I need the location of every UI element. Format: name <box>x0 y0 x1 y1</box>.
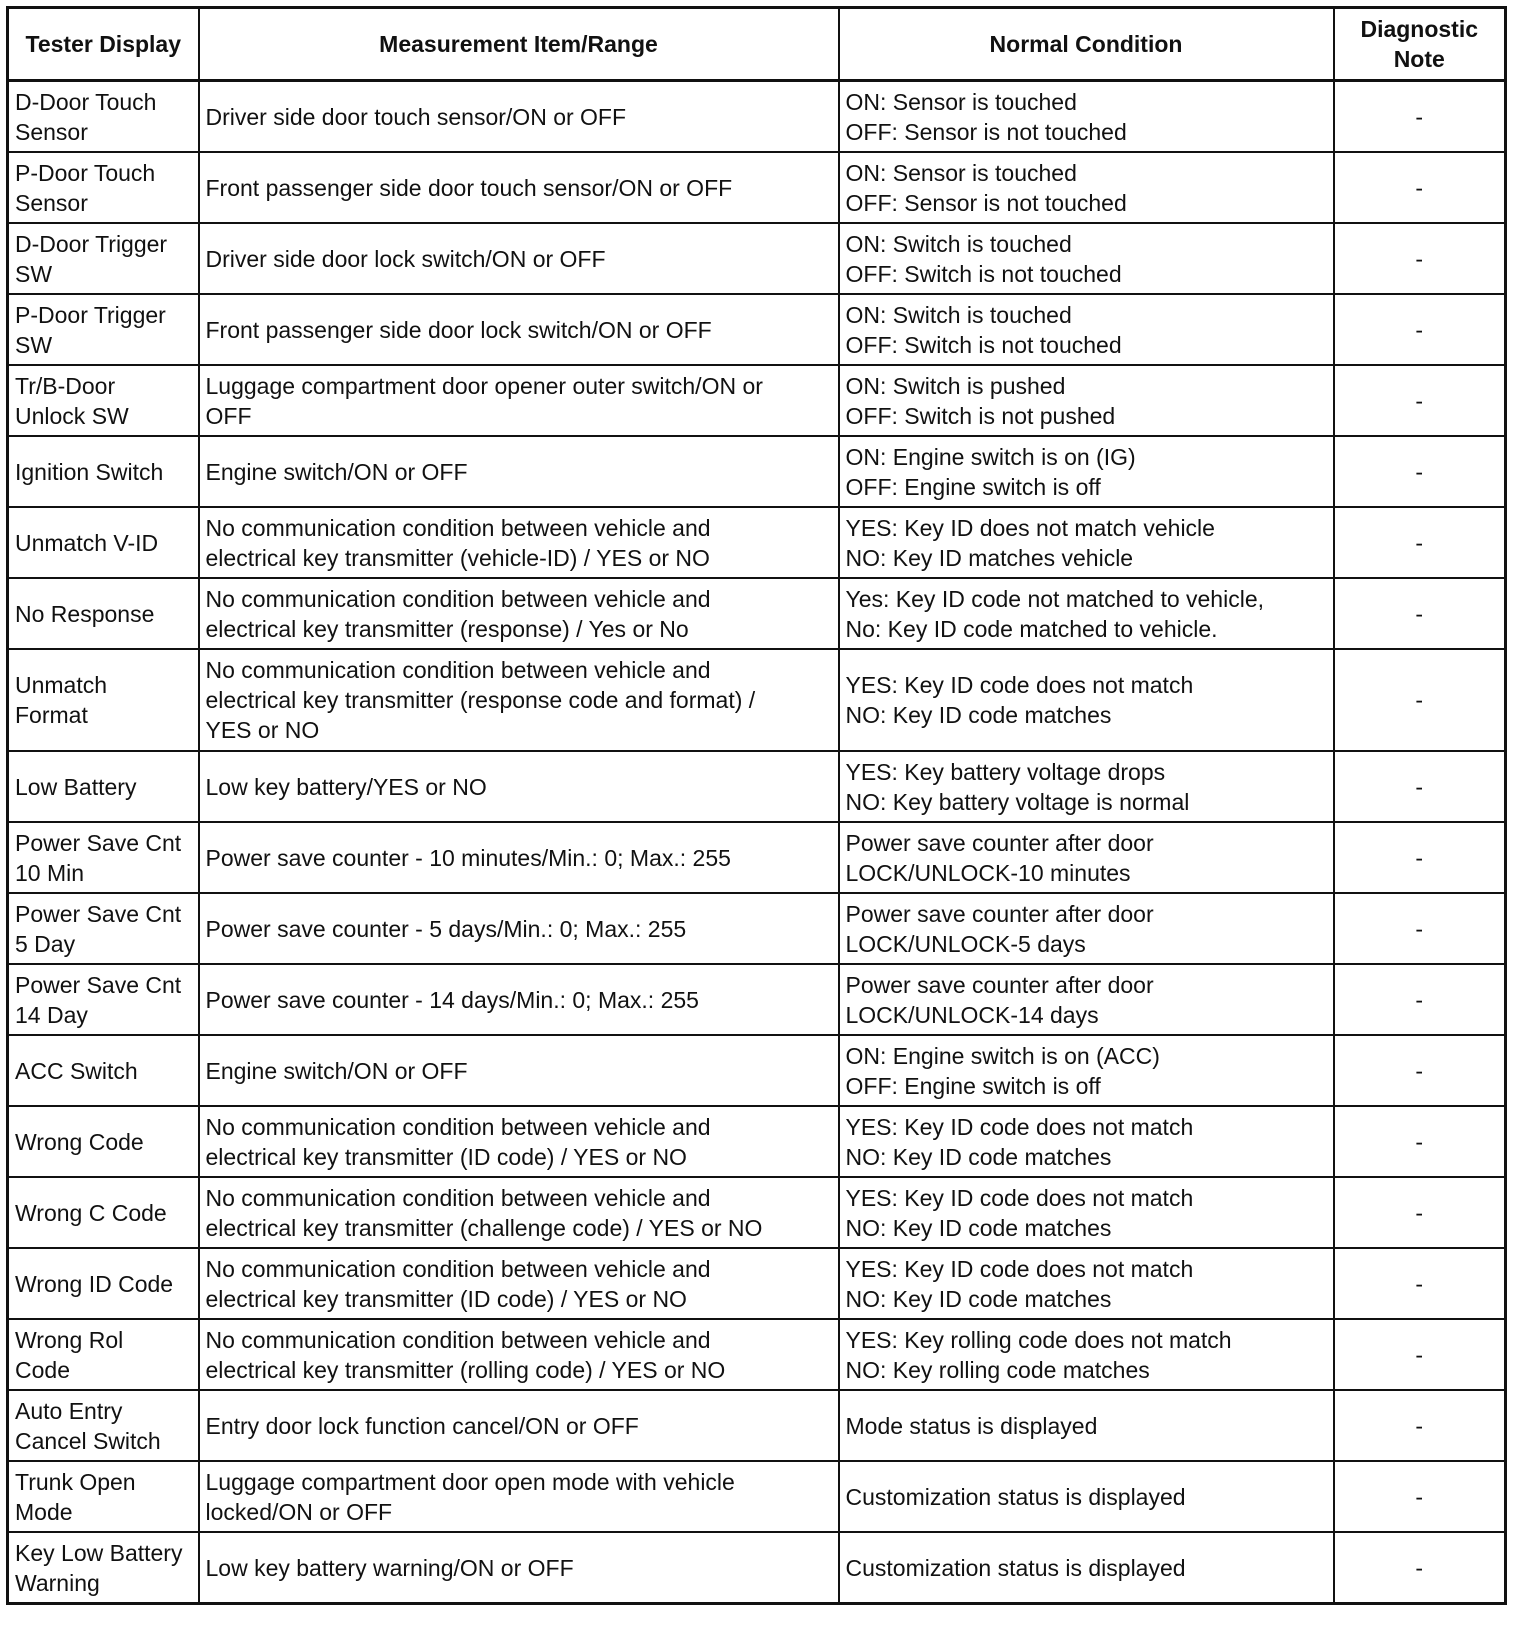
cell-tester-display: Low Battery <box>8 751 199 822</box>
table-row <box>8 822 1506 893</box>
table-row <box>8 223 1506 294</box>
cell-diagnostic-note: - <box>1334 1319 1506 1390</box>
cell-measurement: Power save counter - 5 days/Min.: 0; Max.: 255 <box>199 893 839 964</box>
cell-normal-condition: Power save counter after door LOCK/UNLOCK-10 minutes <box>839 822 1334 893</box>
cell-tester-display: No Response <box>8 578 199 649</box>
cell-diagnostic-note: - <box>1334 578 1506 649</box>
cell-normal-condition: ON: Switch is touched OFF: Switch is not touched <box>839 223 1334 294</box>
table-row <box>8 1177 1506 1248</box>
cell-tester-display: Wrong ID Code <box>8 1248 199 1319</box>
header-measurement: Measurement Item/Range <box>199 8 839 81</box>
table-row <box>8 1319 1506 1390</box>
cell-tester-display: D-Door Touch Sensor <box>8 81 199 153</box>
cell-tester-display: Ignition Switch <box>8 436 199 507</box>
cell-normal-condition: ON: Engine switch is on (IG) OFF: Engine switch is off <box>839 436 1334 507</box>
table-row <box>8 152 1506 223</box>
cell-measurement: Power save counter - 10 minutes/Min.: 0; Max.: 255 <box>199 822 839 893</box>
cell-diagnostic-note: - <box>1334 893 1506 964</box>
cell-normal-condition: YES: Key battery voltage drops NO: Key battery voltage is normal <box>839 751 1334 822</box>
cell-diagnostic-note: - <box>1334 822 1506 893</box>
cell-diagnostic-note: - <box>1334 223 1506 294</box>
cell-diagnostic-note: - <box>1334 365 1506 436</box>
cell-normal-condition: YES: Key ID code does not match NO: Key ID code matches <box>839 649 1334 751</box>
cell-normal-condition: Yes: Key ID code not matched to vehicle, No: Key ID code matched to vehicle. <box>839 578 1334 649</box>
cell-measurement: Luggage compartment door opener outer switch/ON or OFF <box>199 365 839 436</box>
table-row <box>8 893 1506 964</box>
cell-measurement: Driver side door touch sensor/ON or OFF <box>199 81 839 153</box>
cell-normal-condition: Power save counter after door LOCK/UNLOCK-14 days <box>839 964 1334 1035</box>
cell-tester-display: Power Save Cnt 5 Day <box>8 893 199 964</box>
cell-measurement: No communication condition between vehicle and electrical key transmitter (rolling code) / YES or NO <box>199 1319 839 1390</box>
table-row <box>8 1390 1506 1461</box>
header-tester-display: Tester Display <box>8 8 199 81</box>
cell-normal-condition: YES: Key ID does not match vehicle NO: Key ID matches vehicle <box>839 507 1334 578</box>
cell-diagnostic-note: - <box>1334 436 1506 507</box>
cell-tester-display: Key Low Battery Warning <box>8 1532 199 1604</box>
table-row <box>8 365 1506 436</box>
table-row <box>8 1461 1506 1532</box>
table-row <box>8 436 1506 507</box>
cell-measurement: No communication condition between vehicle and electrical key transmitter (challenge code) / YES or NO <box>199 1177 839 1248</box>
cell-tester-display: Power Save Cnt 14 Day <box>8 964 199 1035</box>
cell-tester-display: D-Door Trigger SW <box>8 223 199 294</box>
table-row <box>8 964 1506 1035</box>
cell-measurement: No communication condition between vehicle and electrical key transmitter (vehicle-ID) / YES or NO <box>199 507 839 578</box>
cell-tester-display: Wrong C Code <box>8 1177 199 1248</box>
cell-diagnostic-note: - <box>1334 294 1506 365</box>
diagnostic-table <box>6 6 1507 1605</box>
cell-tester-display: Auto Entry Cancel Switch <box>8 1390 199 1461</box>
cell-diagnostic-note: - <box>1334 1106 1506 1177</box>
cell-tester-display: Power Save Cnt 10 Min <box>8 822 199 893</box>
cell-diagnostic-note: - <box>1334 964 1506 1035</box>
cell-measurement: Front passenger side door touch sensor/ON or OFF <box>199 152 839 223</box>
cell-diagnostic-note: - <box>1334 1390 1506 1461</box>
cell-diagnostic-note: - <box>1334 152 1506 223</box>
table-row <box>8 81 1506 153</box>
table-row <box>8 507 1506 578</box>
cell-tester-display: Wrong Code <box>8 1106 199 1177</box>
cell-normal-condition: ON: Engine switch is on (ACC) OFF: Engine switch is off <box>839 1035 1334 1106</box>
cell-measurement: No communication condition between vehicle and electrical key transmitter (ID code) / YES or NO <box>199 1106 839 1177</box>
cell-tester-display: ACC Switch <box>8 1035 199 1106</box>
table-row <box>8 294 1506 365</box>
table-row <box>8 1248 1506 1319</box>
cell-measurement: Driver side door lock switch/ON or OFF <box>199 223 839 294</box>
cell-normal-condition: ON: Switch is pushed OFF: Switch is not pushed <box>839 365 1334 436</box>
table-row <box>8 1106 1506 1177</box>
cell-normal-condition: Mode status is displayed <box>839 1390 1334 1461</box>
cell-normal-condition: YES: Key ID code does not match NO: Key ID code matches <box>839 1177 1334 1248</box>
cell-normal-condition: ON: Sensor is touched OFF: Sensor is not touched <box>839 152 1334 223</box>
cell-normal-condition: YES: Key rolling code does not match NO: Key rolling code matches <box>839 1319 1334 1390</box>
cell-measurement: Power save counter - 14 days/Min.: 0; Max.: 255 <box>199 964 839 1035</box>
header-normal-condition: Normal Condition <box>839 8 1334 81</box>
cell-measurement: No communication condition between vehicle and electrical key transmitter (ID code) / YES or NO <box>199 1248 839 1319</box>
cell-normal-condition: Power save counter after door LOCK/UNLOCK-5 days <box>839 893 1334 964</box>
cell-diagnostic-note: - <box>1334 1035 1506 1106</box>
cell-tester-display: Unmatch Format <box>8 649 199 751</box>
cell-diagnostic-note: - <box>1334 1248 1506 1319</box>
cell-tester-display: P-Door Touch Sensor <box>8 152 199 223</box>
header-row <box>8 8 1506 81</box>
cell-normal-condition: Customization status is displayed <box>839 1532 1334 1604</box>
cell-tester-display: Unmatch V-ID <box>8 507 199 578</box>
cell-measurement: Front passenger side door lock switch/ON or OFF <box>199 294 839 365</box>
cell-measurement: No communication condition between vehicle and electrical key transmitter (response) / Yes or No <box>199 578 839 649</box>
cell-tester-display: Wrong Rol Code <box>8 1319 199 1390</box>
cell-diagnostic-note: - <box>1334 507 1506 578</box>
cell-measurement: Entry door lock function cancel/ON or OFF <box>199 1390 839 1461</box>
cell-normal-condition: ON: Switch is touched OFF: Switch is not touched <box>839 294 1334 365</box>
cell-tester-display: Tr/B-Door Unlock SW <box>8 365 199 436</box>
table-row <box>8 751 1506 822</box>
cell-normal-condition: YES: Key ID code does not match NO: Key ID code matches <box>839 1106 1334 1177</box>
cell-diagnostic-note: - <box>1334 1532 1506 1604</box>
cell-diagnostic-note: - <box>1334 1461 1506 1532</box>
cell-measurement: Luggage compartment door open mode with vehicle locked/ON or OFF <box>199 1461 839 1532</box>
header-diagnostic-note: Diagnostic Note <box>1334 8 1506 81</box>
cell-normal-condition: ON: Sensor is touched OFF: Sensor is not touched <box>839 81 1334 153</box>
cell-tester-display: P-Door Trigger SW <box>8 294 199 365</box>
table-row <box>8 578 1506 649</box>
cell-measurement: Engine switch/ON or OFF <box>199 1035 839 1106</box>
cell-measurement: No communication condition between vehicle and electrical key transmitter (response code and format) / YES or NO <box>199 649 839 751</box>
cell-diagnostic-note: - <box>1334 751 1506 822</box>
cell-diagnostic-note: - <box>1334 1177 1506 1248</box>
cell-diagnostic-note: - <box>1334 81 1506 153</box>
cell-diagnostic-note: - <box>1334 649 1506 751</box>
cell-tester-display: Trunk Open Mode <box>8 1461 199 1532</box>
cell-measurement: Low key battery/YES or NO <box>199 751 839 822</box>
cell-normal-condition: YES: Key ID code does not match NO: Key ID code matches <box>839 1248 1334 1319</box>
table-header <box>8 8 1506 81</box>
cell-measurement: Low key battery warning/ON or OFF <box>199 1532 839 1604</box>
table-row <box>8 1035 1506 1106</box>
table-body <box>8 81 1506 1604</box>
table-row <box>8 649 1506 751</box>
cell-normal-condition: Customization status is displayed <box>839 1461 1334 1532</box>
table-row <box>8 1532 1506 1604</box>
cell-measurement: Engine switch/ON or OFF <box>199 436 839 507</box>
